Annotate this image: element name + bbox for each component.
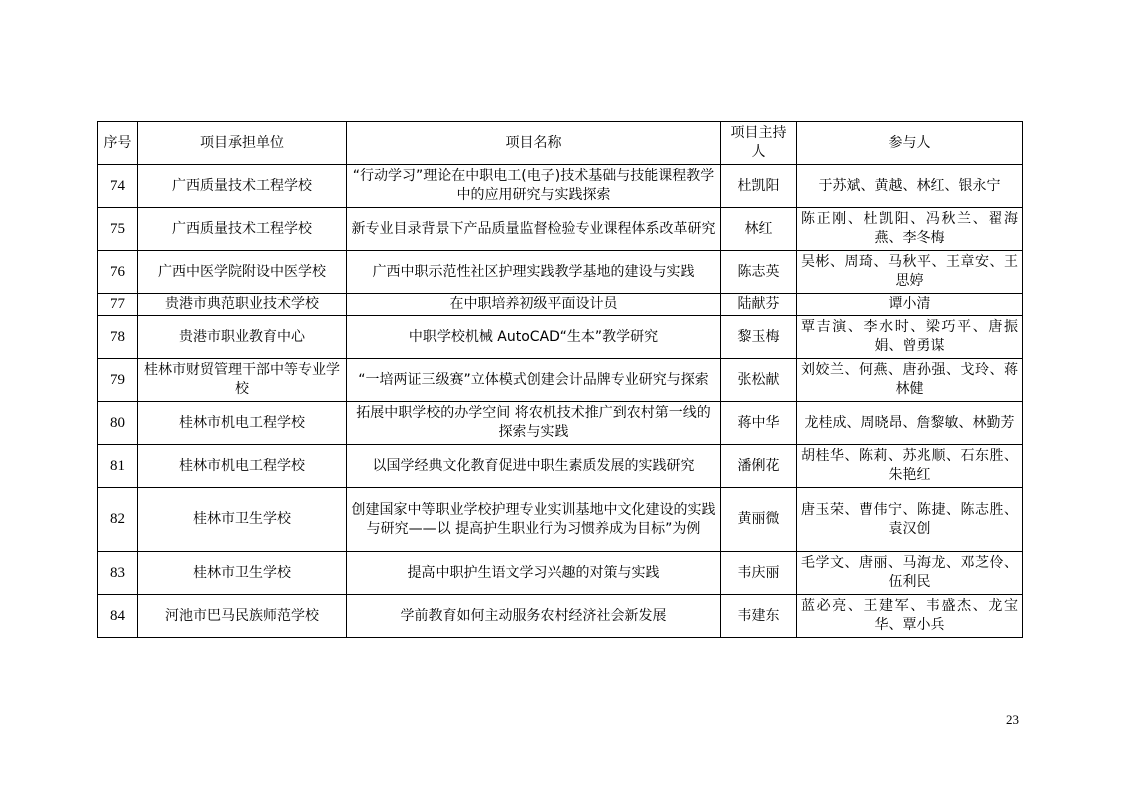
cell-name: 在中职培养初级平面设计员 [347,294,721,316]
cell-name: 拓展中职学校的办学空间 将农机技术推广到农村第一线的探索与实践 [347,402,721,445]
cell-unit: 广西中医学院附设中医学校 [138,251,347,294]
cell-host: 潘俐花 [721,445,797,488]
cell-seq: 78 [98,316,138,359]
table-row [98,294,1023,316]
cell-seq: 80 [98,402,138,445]
table-row [98,402,1023,445]
cell-host: 蒋中华 [721,402,797,445]
cell-host: 陈志英 [721,251,797,294]
header-unit: 项目承担单位 [138,122,347,165]
cell-host: 黎玉梅 [721,316,797,359]
cell-members: 唐玉荣、曹伟宁、陈捷、陈志胜、袁汉创 [797,488,1023,552]
table-row [98,488,1023,552]
table-row [98,208,1023,251]
cell-name: 中职学校机械 AutoCAD“生本”教学研究 [347,316,721,359]
cell-members: 蓝必亮、王建军、韦盛杰、龙宝华、覃小兵 [797,595,1023,638]
cell-seq: 79 [98,359,138,402]
cell-host: 林红 [721,208,797,251]
cell-members: 吴彬、周琦、马秋平、王章安、王思婷 [797,251,1023,294]
cell-name: 提高中职护生语文学习兴趣的对策与实践 [347,552,721,595]
cell-name: 新专业目录背景下产品质量监督检验专业课程体系改革研究 [347,208,721,251]
cell-host: 黄丽微 [721,488,797,552]
cell-host: 张松献 [721,359,797,402]
table-row [98,165,1023,208]
cell-unit: 桂林市卫生学校 [138,552,347,595]
cell-seq: 75 [98,208,138,251]
header-members: 参与人 [797,122,1023,165]
cell-seq: 83 [98,552,138,595]
cell-members: 胡桂华、陈莉、苏兆顺、石东胜、朱艳红 [797,445,1023,488]
table-row [98,251,1023,294]
cell-unit: 河池市巴马民族师范学校 [138,595,347,638]
cell-unit: 广西质量技术工程学校 [138,165,347,208]
cell-members: 龙桂成、周晓昂、詹黎敏、林勤芳 [797,402,1023,445]
cell-seq: 77 [98,294,138,316]
cell-host: 杜凯阳 [721,165,797,208]
cell-name: 以国学经典文化教育促进中职生素质发展的实践研究 [347,445,721,488]
cell-unit: 桂林市卫生学校 [138,488,347,552]
cell-members: 于苏斌、黄越、林红、银永宁 [797,165,1023,208]
table-row [98,316,1023,359]
cell-name: 广西中职示范性社区护理实践教学基地的建设与实践 [347,251,721,294]
table-row [98,552,1023,595]
cell-unit: 广西质量技术工程学校 [138,208,347,251]
cell-unit: 贵港市典范职业技术学校 [138,294,347,316]
cell-members: 覃吉演、李水时、梁巧平、唐振娟、曾勇谋 [797,316,1023,359]
header-host: 项目主持人 [721,122,797,165]
cell-seq: 81 [98,445,138,488]
cell-members: 谭小清 [797,294,1023,316]
header-row [98,122,1023,165]
cell-seq: 84 [98,595,138,638]
table-row [98,445,1023,488]
header-name: 项目名称 [347,122,721,165]
cell-members: 陈正刚、杜凯阳、冯秋兰、翟海燕、李冬梅 [797,208,1023,251]
cell-host: 陆献芬 [721,294,797,316]
cell-unit: 桂林市财贸管理干部中等专业学校 [138,359,347,402]
table-row [98,595,1023,638]
header-seq: 序号 [98,122,138,165]
cell-unit: 桂林市机电工程学校 [138,445,347,488]
table-row [98,359,1023,402]
project-table [97,121,1023,638]
cell-name: 学前教育如何主动服务农村经济社会新发展 [347,595,721,638]
cell-seq: 74 [98,165,138,208]
cell-host: 韦庆丽 [721,552,797,595]
cell-seq: 82 [98,488,138,552]
cell-seq: 76 [98,251,138,294]
cell-name: 创建国家中等职业学校护理专业实训基地中文化建设的实践与研究——以 提高护生职业行为习惯养成为目标”为例 [347,488,721,552]
cell-host: 韦建东 [721,595,797,638]
cell-name: “行动学习”理论在中职电工(电子)技术基础与技能课程教学中的应用研究与实践探索 [347,165,721,208]
cell-members: 刘姣兰、何燕、唐孙强、戈玲、蒋林健 [797,359,1023,402]
cell-name: “一培两证三级赛”立体模式创建会计品牌专业研究与探索 [347,359,721,402]
cell-members: 毛学文、唐丽、马海龙、邓芝伶、伍利民 [797,552,1023,595]
cell-unit: 贵港市职业教育中心 [138,316,347,359]
cell-unit: 桂林市机电工程学校 [138,402,347,445]
page-number: 23 [1006,712,1019,727]
